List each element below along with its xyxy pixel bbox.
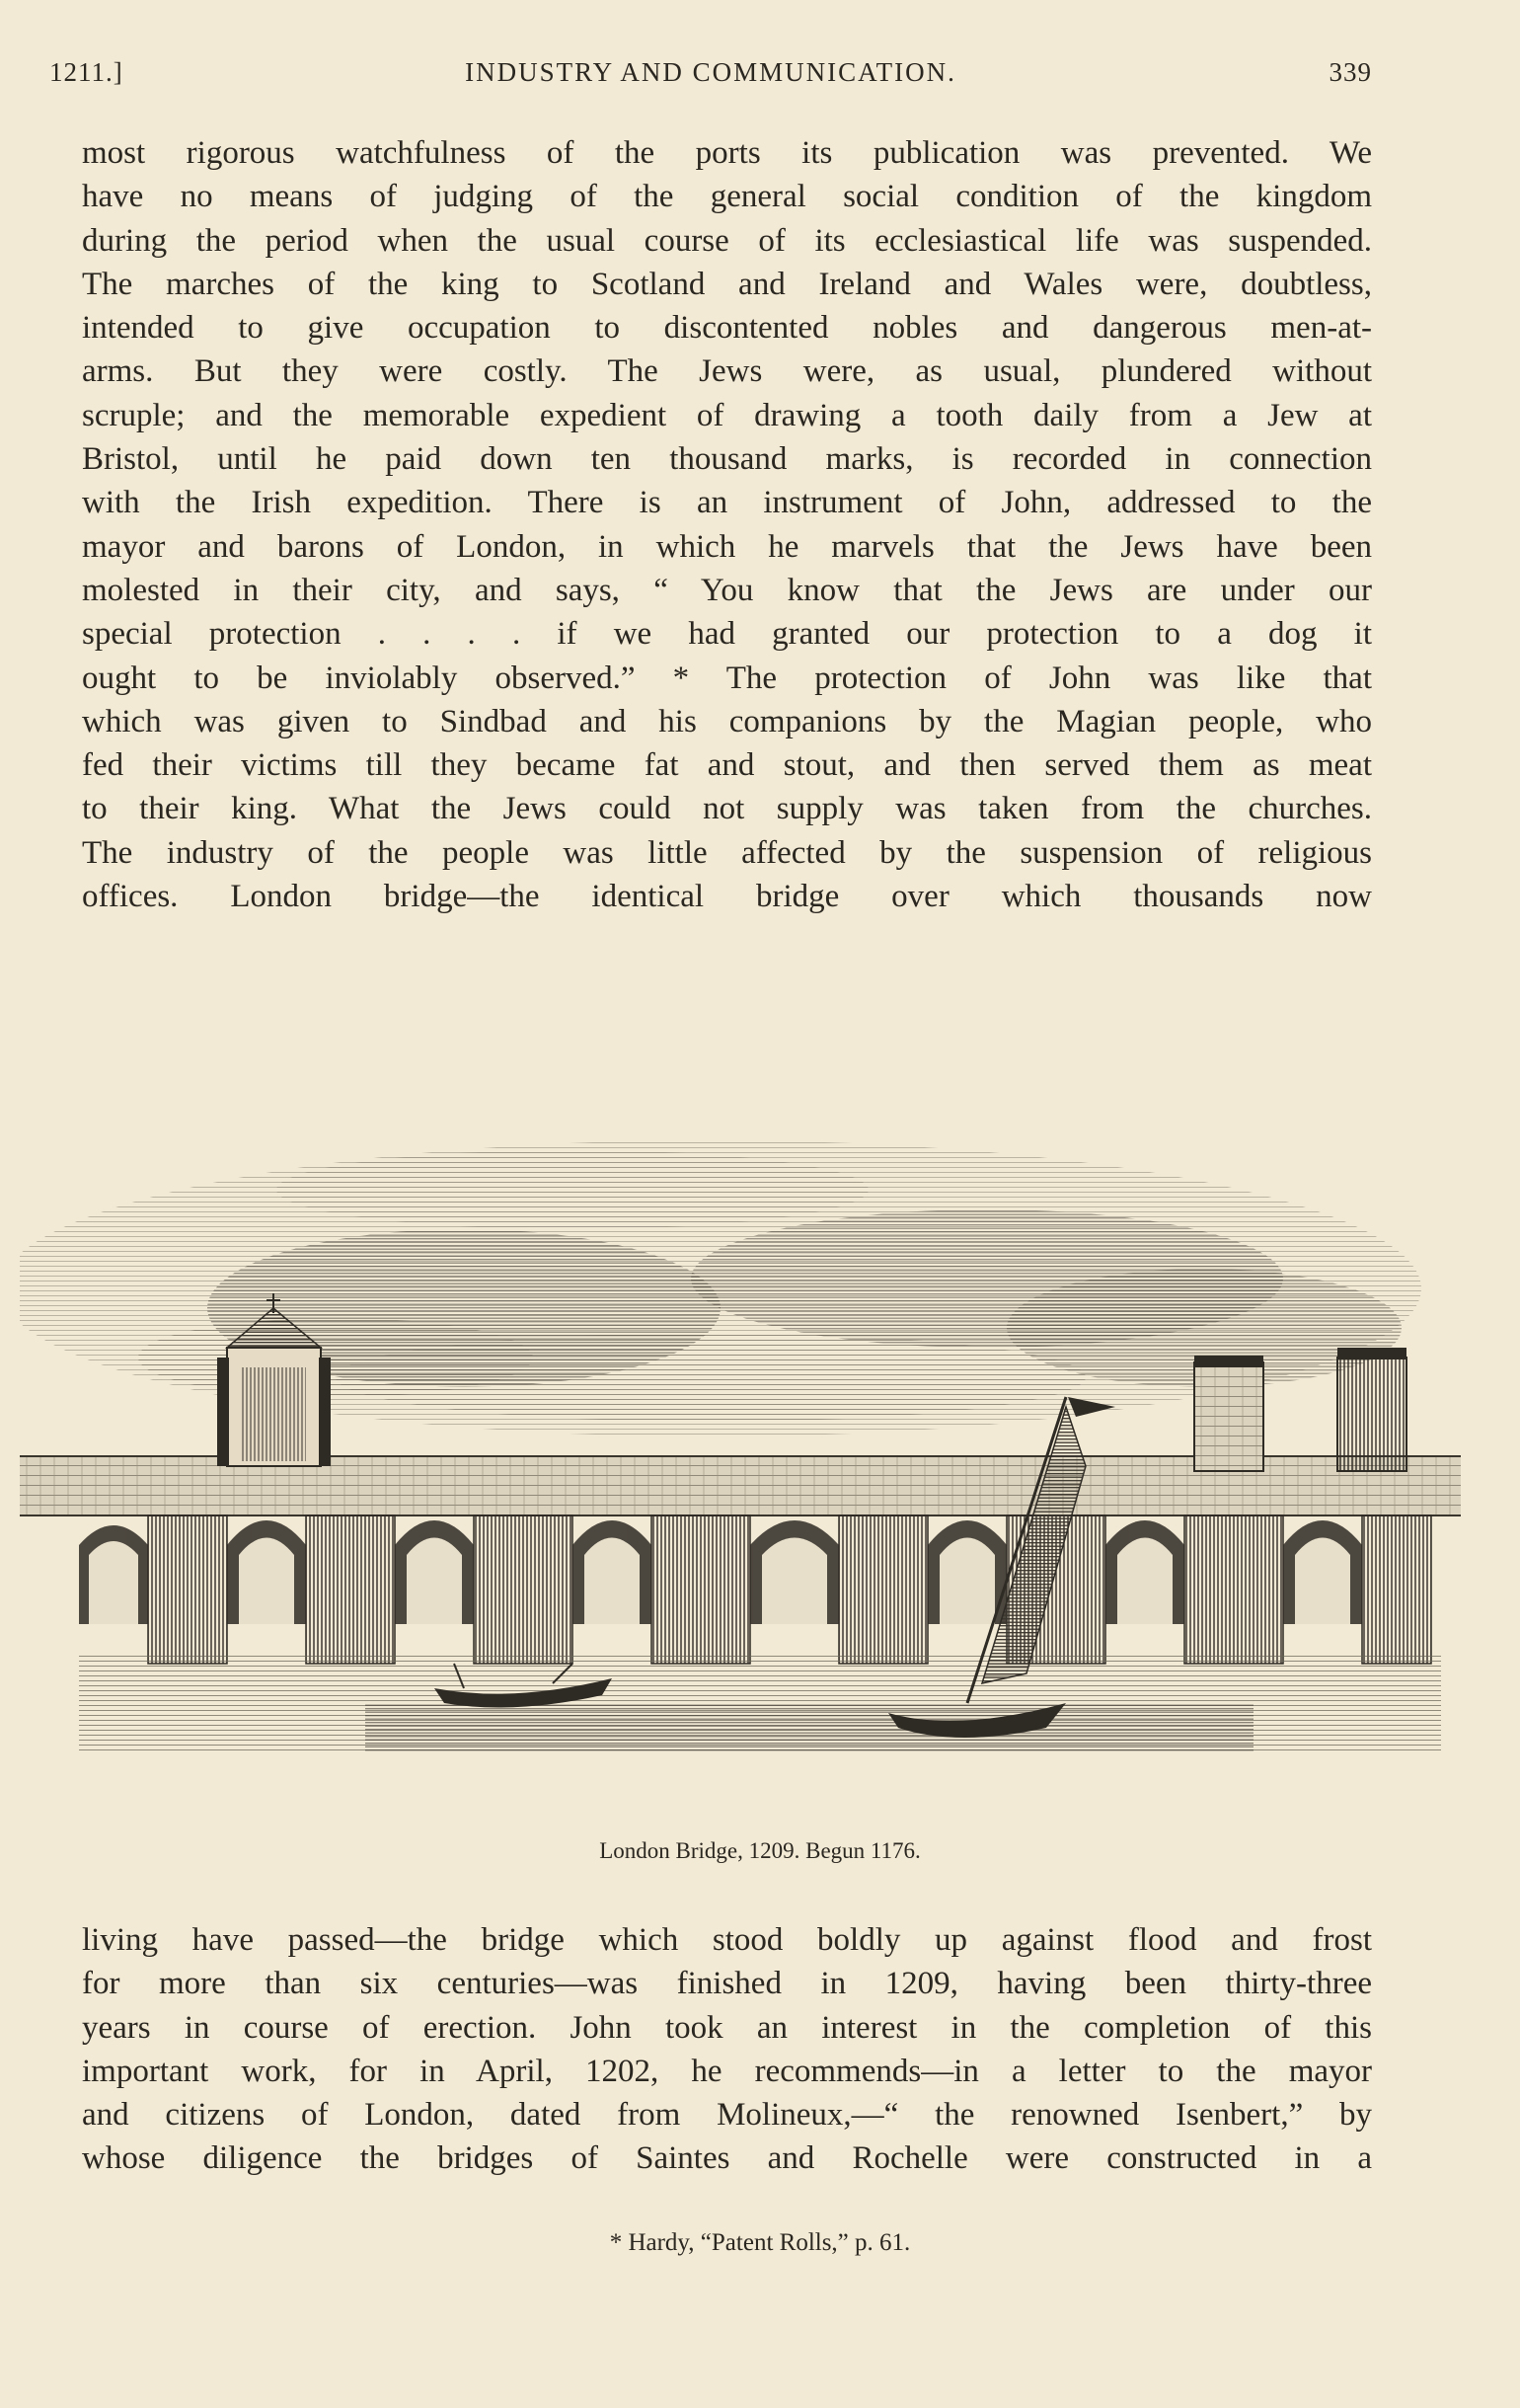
section-number: 1211.] <box>49 57 123 87</box>
text-line: offices. London bridge—the identical bridge over which thousands now <box>82 879 1372 915</box>
text-line: The industry of the people was little affected by the suspension of religious <box>82 834 1372 871</box>
london-bridge-engraving <box>20 1071 1481 1802</box>
text-line: arms. But they were costly. The Jews were, as usual, plundered without <box>82 353 1372 390</box>
text-line: which was given to Sindbad and his companions by the Magian people, who <box>82 703 1372 739</box>
page-title: INDUSTRY AND COMMUNICATION. <box>465 57 956 87</box>
text-line: fed their victims till they became fat and stout, and then served them as meat <box>82 747 1372 784</box>
text-line: years in course of erection. John took an interest in the completion of this <box>82 2009 1372 2046</box>
text-line: molested in their city, and says, “ You know that the Jews are under our <box>82 572 1372 608</box>
running-head <box>49 57 1372 97</box>
text-line: important work, for in April, 1202, he recommends—in a letter to the mayor <box>82 2053 1372 2089</box>
text-line: Bristol, until he paid down ten thousand marks, is recorded in connection <box>82 441 1372 478</box>
text-line: intended to give occupation to discontented nobles and dangerous men-at- <box>82 310 1372 347</box>
text-line: scruple; and the memorable expedient of drawing a tooth daily from a Jew at <box>82 397 1372 433</box>
river-water <box>79 1654 1441 1752</box>
footnote: * Hardy, “Patent Rolls,” p. 61. <box>609 2229 911 2256</box>
text-line: have no means of judging of the general social condition of the kingdom <box>82 179 1372 215</box>
text-line: ought to be inviolably observed.” * The protection of John was like that <box>82 660 1372 696</box>
text-line: and citizens of London, dated from Molineux,—“ the renowned Isenbert,” by <box>82 2097 1372 2134</box>
text-line: during the period when the usual course of its ecclesiastical life was suspended. <box>82 222 1372 259</box>
paragraph-1 <box>82 131 1372 918</box>
text-line: mayor and barons of London, in which he marvels that the Jews have been <box>82 528 1372 565</box>
bridge-structure <box>20 1456 1461 1664</box>
page-number: 339 <box>1329 57 1372 87</box>
text-line: special protection . . . . if we had granted our protection to a dog it <box>82 616 1372 653</box>
illustration-caption: London Bridge, 1209. Begun 1176. <box>599 1838 921 1863</box>
text-line: The marches of the king to Scotland and Ireland and Wales were, doubtless, <box>82 266 1372 302</box>
text-line: whose diligence the bridges of Saintes and Rochelle were constructed in a <box>82 2140 1372 2177</box>
text-line: to their king. What the Jews could not supply was taken from the churches. <box>82 791 1372 827</box>
text-line: for more than six centuries—was finished in 1209, having been thirty-three <box>82 1966 1372 2002</box>
text-line: most rigorous watchfulness of the ports its publication was prevented. We <box>82 135 1372 171</box>
text-line: living have passed—the bridge which stood boldly up against flood and frost <box>82 1922 1372 1958</box>
paragraph-2 <box>82 1918 1372 2181</box>
text-line: with the Irish expedition. There is an instrument of John, addressed to the <box>82 485 1372 521</box>
